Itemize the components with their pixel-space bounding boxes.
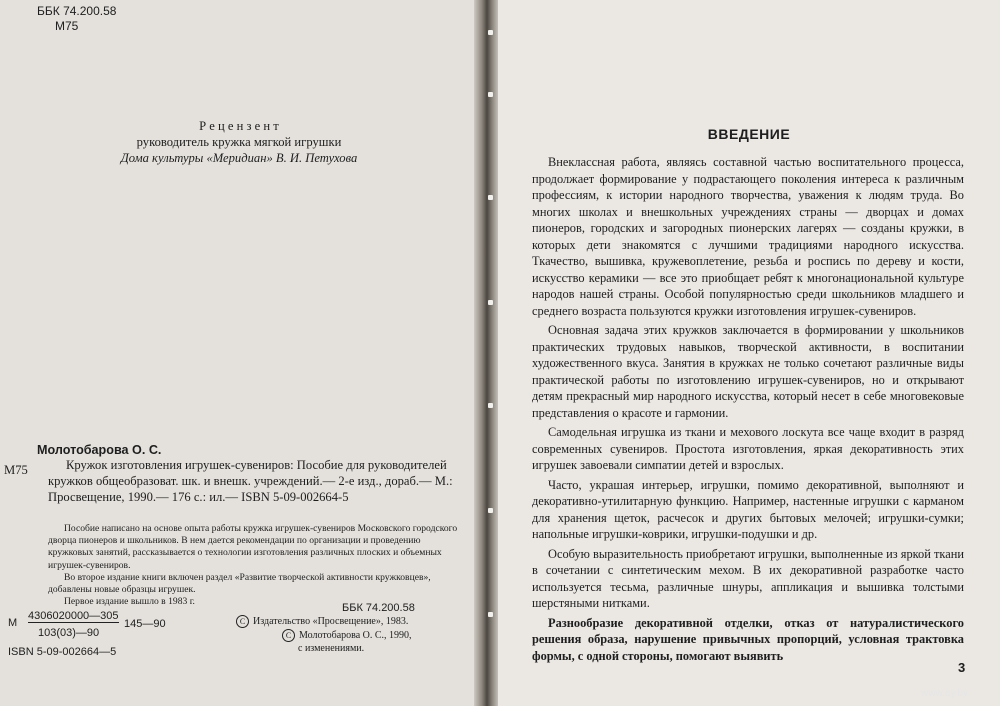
copyright-icon: C <box>236 615 249 628</box>
footer-bbk: ББК 74.200.58 <box>342 602 415 614</box>
watermark: www.ay.by <box>921 688 969 699</box>
annotation <box>48 523 466 608</box>
body-paragraph: Основная задача этих кружков заключается в формировании у школьников практических трудовых навыков, творческой активности, в воспитании художественного вкуса. Занятия в кружках не только сочетают различные виды практической работы по изготовлению игрушек-сувениров, но и открывают детям прекрасный мир народного искусства, который несет в себе многовековые представления о красоте и гармонии. <box>532 323 964 420</box>
binding-stitch <box>488 92 493 97</box>
copyright-icon: C <box>282 629 295 642</box>
binding-stitch <box>488 30 493 35</box>
chapter-heading: ВВЕДЕНИЕ <box>707 126 791 142</box>
annotation-paragraph: Пособие написано на основе опыта работы кружка игрушек-сувениров Московского городского дворца пионеров и школьников. В нем дается рекомендации по организации и проведению кружковых занятий, рассказывается о технологии изготовления различных плоских и объемных игрушек-сувениров. <box>48 523 458 571</box>
reviewer-block <box>0 118 478 166</box>
binding-stitch <box>488 612 493 617</box>
annotation-paragraph: Первое издание вышло в 1983 г. <box>64 596 195 608</box>
entry-mark: М75 <box>4 463 28 477</box>
reviewer-line: Р е ц е н з е н т <box>199 119 279 133</box>
copyright-text: Издательство «Просвещение», 1983. <box>253 616 409 627</box>
binding-stitch <box>488 195 493 200</box>
footer-code-bottom: 103(03)—90 <box>38 627 100 639</box>
copyright-line <box>236 615 412 629</box>
bbk-code: ББК 74.200.58 <box>37 4 117 18</box>
intro-body <box>532 154 964 667</box>
page-number: 3 <box>958 660 966 675</box>
bibliographic-entry: Кружок изготовления игрушек-сувениров: Пособие для руководителей кружков общеобразоват. шк. и внешк. учреждений.— 2-е изд., дораб.— М.: Просвещение, 1990.— 176 с.: ил.— ISBN 5-09-002664-5 <box>48 458 453 504</box>
footer-isbn: ISBN 5-09-002664—5 <box>8 646 117 658</box>
shelf-mark: М75 <box>55 19 79 33</box>
copyright-line: с изменениями. <box>298 643 365 654</box>
copyright-line <box>236 629 412 643</box>
reviewer-line: руководитель кружка мягкой игрушки <box>136 135 342 149</box>
binding-stitch <box>488 403 493 408</box>
body-paragraph: Разнообразие декоративной отделки, отказ от натуралистического решения образа, нарушение привычных пропорций, условная трактовка формы, с одной стороны, помогают выявить <box>532 615 964 663</box>
author-name: Молотобарова О. С. <box>37 443 162 457</box>
copyright-block <box>236 615 412 656</box>
book-gutter <box>474 0 500 706</box>
annotation-paragraph: Во второе издание книги включен раздел «Развитие творческой активности кружковцев», добавлены новые образцы игрушек. <box>48 571 431 596</box>
body-paragraph: Внеклассная работа, являясь составной частью воспитательного процесса, продолжает формирование у подрастающего поколения интереса к различным профессиям, к истории народного творчества, уважения к людям труда. Во многих школах и внешкольных учреждениях страны — дворцах и домах пионеров, городских и загородных пионерских лагерях — созданы кружки, в которых дети знакомятся с лучшими традициями народного искусства. Ткачество, вышивка, кружевоплетение, резьба и роспись по дереву и кости, искусство керамики — все это приобщает ребят к многонациональной культуре народов нашей страны. Особой популярностью среди школьников младшего и среднего возраста пользуются кружки изготовления игрушек-сувениров. <box>532 155 964 318</box>
copyright-text: Молотобарова О. С., 1990, <box>299 629 412 641</box>
binding-stitch <box>488 508 493 513</box>
footer-code-side: 145—90 <box>124 618 166 630</box>
reviewer-line: Дома культуры «Меридиан» В. И. Петухова <box>120 151 358 165</box>
body-paragraph: Особую выразительность приобретают игрушки, выполненные из яркой ткани в сочетании с синтетическим мехом. В их декоративной разработке часто используется тесьма, различные шнуры, аппликация и вышивка толстыми шерстяными нитками. <box>532 546 964 610</box>
left-page <box>0 0 478 706</box>
body-paragraph: Часто, украшая интерьер, игрушки, помимо декоративной, выполняют и декоративно-утилитарную функцию. Например, настенные игрушки с карманом для хранения щеток, расчесок и других бытовых мелочей; игрушки-сумки; напольные игрушки-коврики, игрушки-подушки и др. <box>532 477 964 541</box>
bbk-header <box>37 4 116 34</box>
footer-code-top: 4306020000—305 <box>28 610 119 622</box>
binding-stitch <box>488 300 493 305</box>
body-paragraph: Самодельная игрушка из ткани и мехового лоскута все чаще входит в разряд современных сувениров. Простота изготовления, яркая декоративность этих игрушек завоевали симпатии детей и взрослых. <box>532 425 964 472</box>
footer-m-letter: М <box>8 617 18 629</box>
